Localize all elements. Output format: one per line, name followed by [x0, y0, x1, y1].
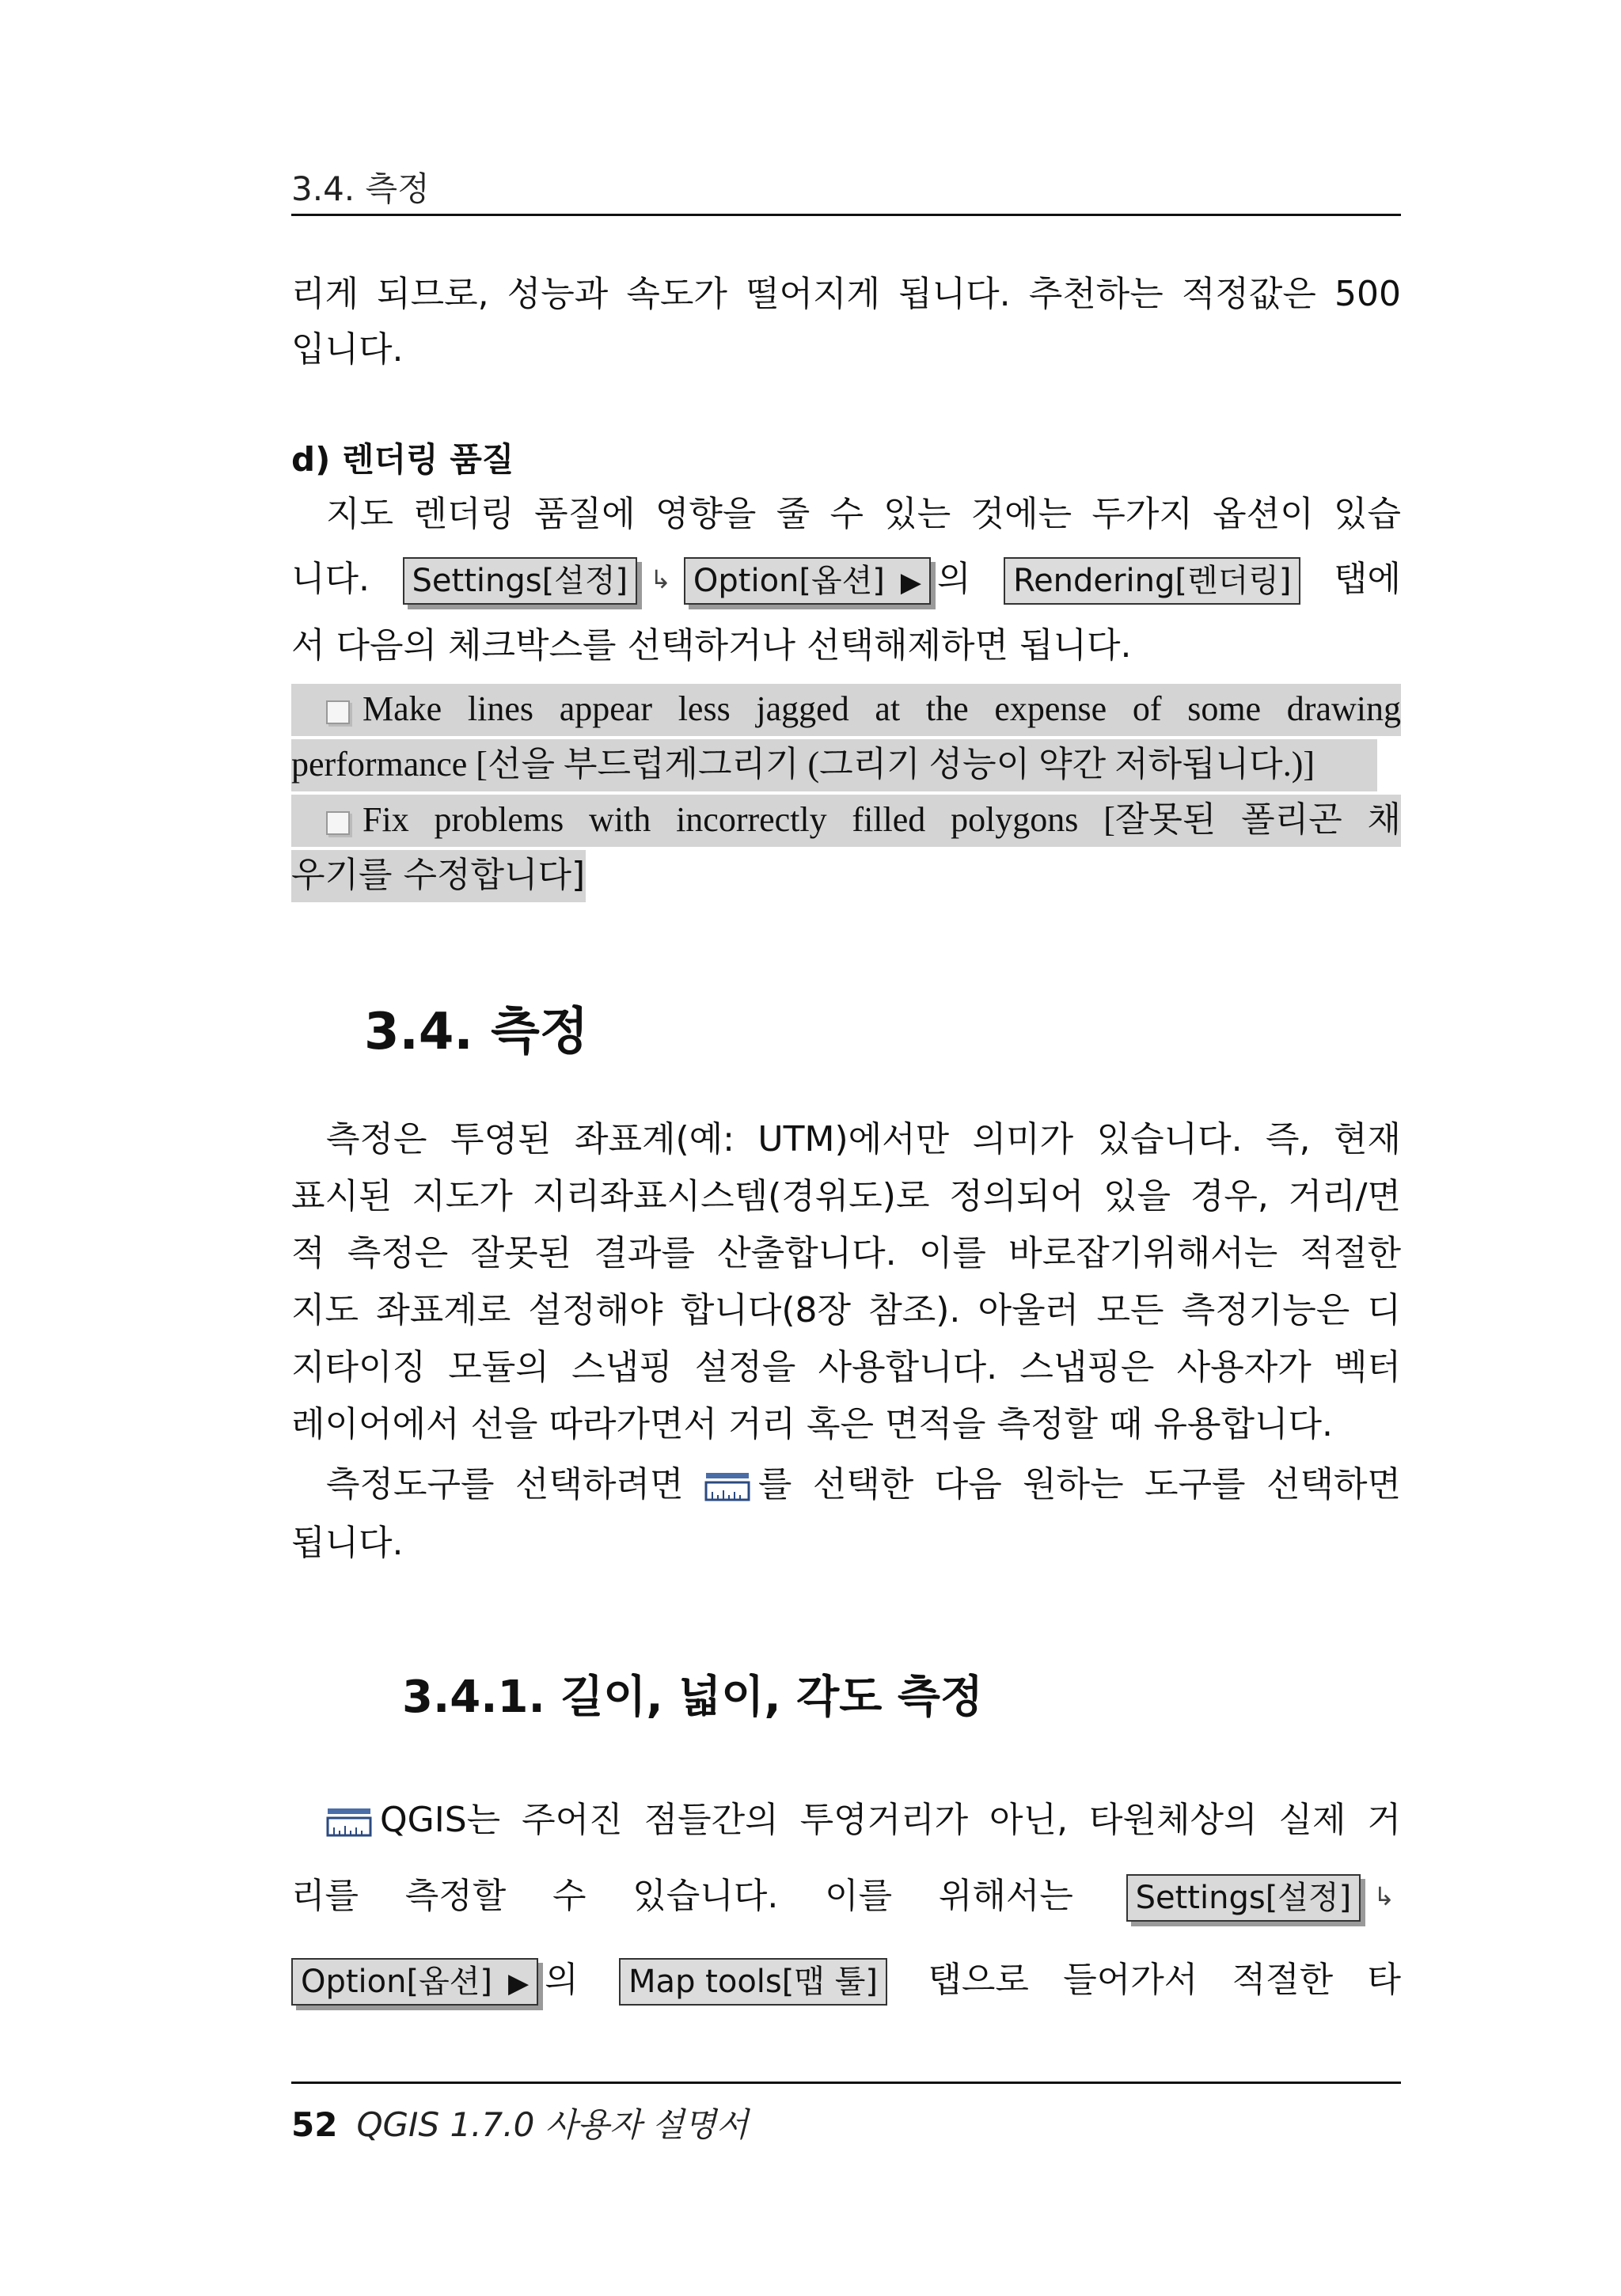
subsection-line-2 [291, 1868, 1401, 1925]
checkbox-fix-polygons[interactable] [326, 811, 350, 835]
submenu-arrow-icon: ▶ [508, 1968, 530, 1999]
section-para-1-line-5: 지타이징 모듈의 스냅핑 설정을 사용합니다. 스냅핑은 사용자가 벡터 [291, 1347, 1401, 1387]
section-para-1-line-6: 레이어에서 선을 따라가면서 거리 혹은 면적을 측정할 때 유용합니다. [291, 1404, 1333, 1444]
section-para-1-line-3: 적 측정은 잘못된 결과를 산출합니다. 이를 바로잡기위해서는 적절한 [291, 1233, 1401, 1273]
intro-line-2: 입니다. [291, 329, 404, 370]
subsection-line-2-text: 리를 측정할 수 있습니다. 이를 위해서는 [291, 1876, 1073, 1916]
rendering-line-2-prefix: 니다. [291, 559, 370, 599]
subsection-line-3 [291, 1952, 1401, 2009]
book-title: QGIS 1.7.0 사용자 설명서 [356, 2105, 749, 2144]
page-footer [291, 2099, 748, 2146]
subsection-line-3-suffix: 탭으로 들어가서 적절한 타 [928, 1960, 1401, 2000]
option-menu-button[interactable] [291, 1958, 538, 2006]
subsection-heading: 3.4.1. 길이, 넓이, 각도 측정 [402, 1672, 984, 1723]
footer-rule [291, 2082, 1401, 2084]
menu-separator-icon: ↳ [1373, 1881, 1395, 1911]
map-tools-tab[interactable]: Map tools[맵 툴] [619, 1958, 887, 2006]
subsection-line-1 [291, 1792, 1401, 1849]
checkbox-line-2-cont: 우기를 수정합니다] [291, 855, 586, 895]
checkbox-line-1 [291, 681, 1401, 738]
settings-menu-button[interactable]: Settings[설정] [1126, 1874, 1361, 1922]
of-particle: 의 [937, 559, 971, 599]
section-para-2-prefix: 측정도구를 선택하려면 [326, 1464, 684, 1505]
checkbox-smooth-lines[interactable] [326, 700, 350, 724]
running-header: 3.4. 측정 [291, 169, 430, 208]
submenu-arrow-icon: ▶ [900, 567, 922, 598]
checkbox-line-2 [291, 791, 1401, 848]
header-rule [291, 214, 1401, 216]
page-number: 52 [291, 2105, 338, 2144]
checkbox-line-1-cont: performance [선을 부드럽게그리기 (그리기 성능이 약간 저하됩니다.)] [291, 745, 1315, 784]
checkbox-smooth-lines-label: Make lines appear less jagged at the expense of some drawing [363, 689, 1401, 728]
intro-line-1: 리게 되므로, 성능과 속도가 떨어지게 됩니다. 추천하는 적정값은 500 [291, 274, 1401, 314]
of-particle: 의 [545, 1960, 579, 2000]
rendering-line-2 [291, 551, 1401, 608]
section-para-2-line-1 [291, 1456, 1401, 1513]
measure-ruler-icon [326, 1807, 372, 1837]
section-para-1-line-2: 표시된 지도가 지리좌표시스템(경위도)로 정의되어 있을 경우, 거리/면 [291, 1176, 1401, 1216]
section-para-1-line-1: 측정은 투영된 좌표계(예: UTM)에서만 의미가 있습니다. 즉, 현재 [326, 1119, 1401, 1159]
document-page [291, 0, 1401, 2296]
checkbox-fix-polygons-label: Fix problems with incorrectly filled polygons [잘못된 폴리곤 채 [363, 800, 1401, 839]
rendering-line-2-suffix: 탭에 [1333, 559, 1401, 599]
option-menu-label: Option[옵션] [301, 1964, 492, 2000]
option-menu-label: Option[옵션] [693, 563, 885, 599]
rendering-tab[interactable]: Rendering[렌더링] [1004, 557, 1300, 605]
section-para-2-suffix: 를 선택한 다음 원하는 도구를 선택하면 [757, 1464, 1401, 1505]
measure-ruler-icon[interactable] [704, 1471, 750, 1501]
section-para-2-line-2: 됩니다. [291, 1523, 404, 1563]
section-heading: 3.4. 측정 [364, 1003, 589, 1061]
subsection-line-1-text: QGIS는 주어진 점들간의 투영거리가 아닌, 타원체상의 실제 거 [380, 1800, 1401, 1840]
rendering-line-1: 지도 렌더링 품질에 영향을 줄 수 있는 것에는 두가지 옵션이 있습 [326, 494, 1401, 534]
menu-separator-icon: ↳ [650, 564, 671, 594]
rendering-subhead: d) 렌더링 품질 [291, 440, 514, 479]
section-para-1-line-4: 지도 좌표계로 설정해야 합니다(8장 참조). 아울러 모든 측정기능은 디 [291, 1290, 1401, 1330]
option-menu-button[interactable] [684, 557, 931, 605]
settings-menu-button[interactable]: Settings[설정] [403, 557, 638, 605]
rendering-line-3: 서 다음의 체크박스를 선택하거나 선택해제하면 됩니다. [291, 625, 1132, 666]
